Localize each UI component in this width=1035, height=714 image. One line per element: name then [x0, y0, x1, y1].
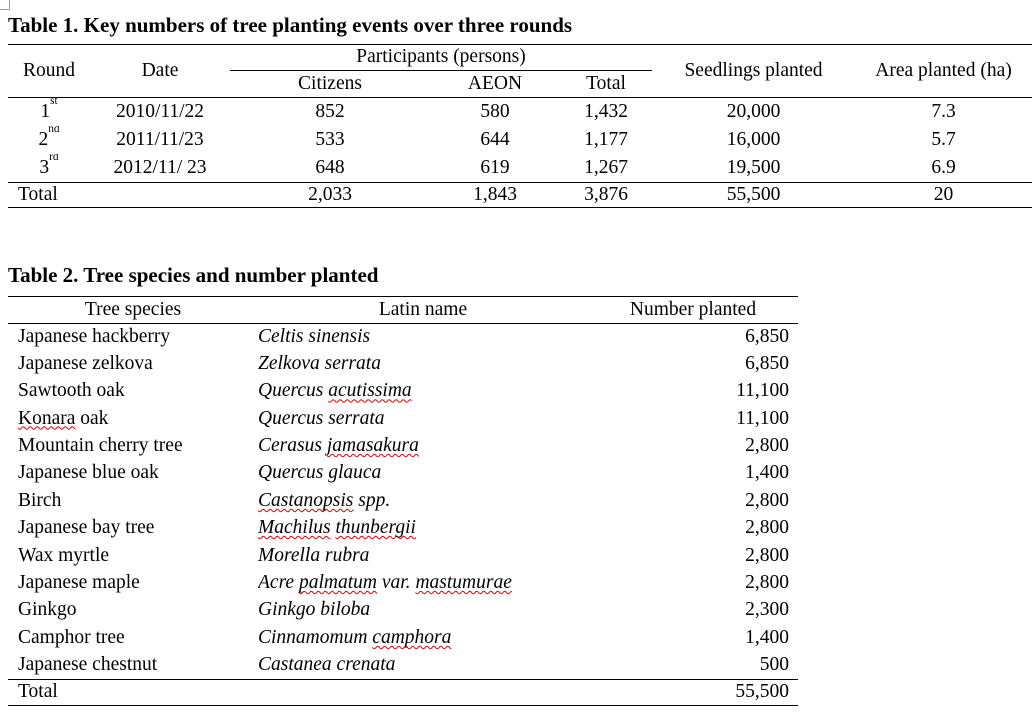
t1-seedlings-cell: 20,000: [726, 100, 781, 122]
t2-number-cell: 1,400: [745, 462, 789, 484]
latin-text: Quercus serrata: [258, 407, 385, 429]
misspelled-word: Konara: [18, 407, 76, 429]
latin-text: Quercus glauca: [258, 462, 382, 484]
t1-date-cell: 2012/11/ 23: [113, 156, 207, 178]
t1-area-cell: 6.9: [931, 156, 956, 178]
ordinal-suffix: st: [50, 97, 58, 108]
t1-aeon-cell: 619: [480, 156, 510, 178]
table1: [8, 44, 1032, 208]
t1-aeon-cell: 644: [480, 128, 510, 150]
latin-text: Ginkgo biloba: [258, 599, 371, 621]
t1-header-round: Round: [8, 45, 90, 98]
t2-latin-cell: [258, 378, 588, 405]
species-text: oak: [75, 407, 109, 429]
table1-title: Table 1. Key numbers of tree planting events over three rounds: [8, 13, 573, 37]
t1-round-cell: 3rd: [8, 154, 90, 182]
latin-text: Castanea crenata: [258, 653, 396, 675]
t1-area-cell: 7.3: [931, 100, 956, 122]
t2-species-cell: [8, 405, 258, 432]
t1-header-participants-group: Participants (persons): [230, 45, 652, 71]
t2-latin-cell: [258, 350, 588, 377]
t2-species-cell: [8, 624, 258, 651]
t2-latin-cell: [258, 570, 588, 597]
t2-latin-cell: [258, 624, 588, 651]
misspelled-word: Machilus: [258, 517, 331, 539]
t2-number-cell: 6,850: [745, 325, 789, 347]
table2-data-row: [8, 433, 798, 460]
misspelled-word: camphora: [372, 626, 452, 648]
t2-species-cell: [8, 487, 258, 514]
t2-number-cell: 1,400: [745, 626, 789, 648]
species-text: Ginkgo: [18, 599, 77, 621]
table1-data-row: [8, 126, 1032, 154]
t2-header-number: Number planted: [588, 297, 798, 324]
t2-number-cell: 11,100: [736, 380, 789, 402]
table2-data-row: [8, 323, 798, 350]
t1-total-aeon: 1,843: [430, 182, 560, 208]
table2-data-row: [8, 624, 798, 651]
t1-area-cell: 5.7: [931, 128, 956, 150]
latin-text: Cerasus: [258, 435, 327, 457]
species-text: Wax myrtle: [18, 544, 110, 566]
table2-data-row: [8, 378, 798, 405]
table-move-handle[interactable]: [0, 0, 10, 10]
table2-title: Table 2. Tree species and number planted: [8, 263, 379, 287]
table2-data-row: [8, 597, 798, 624]
t1-total-label: Total: [8, 182, 230, 208]
species-text: Japanese zelkova: [18, 352, 153, 374]
t2-species-cell: [8, 433, 258, 460]
table1-data-row: [8, 154, 1032, 182]
t2-latin-cell: [258, 433, 588, 460]
t2-latin-cell: [258, 515, 588, 542]
species-text: Mountain cherry tree: [18, 435, 183, 457]
t1-header-aeon: AEON: [430, 71, 560, 98]
t1-total-citizens: 2,033: [230, 182, 430, 208]
t1-total-cell: 1,267: [584, 156, 628, 178]
table2-data-row: [8, 405, 798, 432]
latin-text: Cinnamomum: [258, 626, 373, 648]
t1-date-cell: 2011/11/23: [116, 128, 204, 150]
t2-latin-cell: [258, 652, 588, 679]
t1-citizens-cell: 533: [315, 128, 345, 150]
ordinal-suffix: nd: [48, 125, 60, 135]
t2-number-cell: 2,800: [745, 572, 789, 593]
t2-number-cell: 2,800: [745, 544, 789, 566]
t1-total-area: 20: [855, 182, 1032, 208]
t1-seedlings-cell: 16,000: [726, 128, 781, 150]
t1-seedlings-cell: 19,500: [726, 156, 781, 178]
t2-number-cell: 500: [759, 653, 789, 675]
t2-latin-cell: [258, 597, 588, 624]
t2-latin-cell: [258, 460, 588, 487]
t2-total-number: 55,500: [588, 679, 798, 706]
t1-header-total: Total: [560, 71, 652, 98]
table2-data-row: [8, 652, 798, 679]
t2-latin-cell: [258, 487, 588, 514]
t2-number-cell: 11,100: [736, 407, 789, 429]
misspelled-word: Castanopsis: [258, 489, 354, 511]
t1-header-area: Area planted (ha): [855, 45, 1032, 98]
latin-text: Zelkova serrata: [258, 352, 381, 374]
t2-species-cell: [8, 378, 258, 405]
species-text: Japanese chestnut: [18, 653, 158, 675]
t1-citizens-cell: 852: [315, 100, 345, 122]
latin-text: Acre: [258, 572, 299, 593]
t1-round-cell: 2nd: [8, 126, 90, 154]
t1-header-seedlings: Seedlings planted: [652, 45, 855, 98]
table2-data-row: [8, 487, 798, 514]
misspelled-word: thunbergii: [335, 517, 416, 539]
latin-text: spp.: [353, 489, 391, 511]
latin-text: Celtis sinensis: [258, 325, 371, 347]
table1-total-row: [8, 182, 1032, 208]
t1-header-citizens: Citizens: [230, 71, 430, 98]
misspelled-word: jamasakura: [326, 435, 419, 457]
t2-species-cell: [8, 323, 258, 350]
species-text: Camphor tree: [18, 626, 125, 648]
t1-total-cell: 1,177: [584, 128, 628, 150]
t2-species-cell: [8, 597, 258, 624]
t2-number-cell: 2,800: [745, 517, 789, 539]
t2-latin-cell: [258, 542, 588, 569]
t1-total-total: 3,876: [560, 182, 652, 208]
species-text: Birch: [18, 489, 62, 511]
table2-data-row: [8, 515, 798, 542]
species-text: Japanese blue oak: [18, 462, 159, 484]
table2-data-row: [8, 350, 798, 377]
t2-species-cell: [8, 542, 258, 569]
t2-number-cell: 2,800: [745, 435, 789, 457]
t2-header-species: Tree species: [8, 297, 258, 324]
table2-total-row: [8, 679, 798, 706]
t1-aeon-cell: 580: [480, 100, 510, 122]
table1-data-row: [8, 98, 1032, 126]
t1-round-cell: 1st: [8, 98, 90, 126]
t2-header-latin: Latin name: [258, 297, 588, 324]
species-text: Japanese hackberry: [18, 325, 171, 347]
latin-text: var.: [376, 572, 416, 593]
t2-species-cell: [8, 515, 258, 542]
t1-header-date: Date: [90, 45, 230, 98]
t2-species-cell: [8, 350, 258, 377]
table2-data-row: [8, 570, 798, 597]
table2: [8, 296, 798, 706]
t1-total-seedlings: 55,500: [652, 182, 855, 208]
t1-total-cell: 1,432: [584, 100, 628, 122]
t2-total-label: Total: [8, 679, 588, 706]
latin-text: Morella rubra: [258, 544, 370, 566]
t2-latin-cell: [258, 323, 588, 350]
table2-data-row: [8, 542, 798, 569]
t2-number-cell: 2,800: [745, 489, 789, 511]
misspelled-word: mastumurae: [415, 572, 512, 593]
t1-citizens-cell: 648: [315, 156, 345, 178]
t2-number-cell: 6,850: [745, 352, 789, 374]
species-text: Sawtooth oak: [18, 380, 125, 402]
species-text: Japanese maple: [18, 572, 140, 593]
t1-date-cell: 2010/11/22: [115, 100, 205, 122]
t2-number-cell: 2,300: [745, 599, 789, 621]
misspelled-word: palmatum: [298, 572, 377, 593]
t2-species-cell: [8, 460, 258, 487]
t2-species-cell: [8, 652, 258, 679]
table2-data-row: [8, 460, 798, 487]
latin-text: Quercus: [258, 380, 329, 402]
misspelled-word: acutissima: [328, 380, 412, 402]
t2-latin-cell: [258, 405, 588, 432]
species-text: Japanese bay tree: [18, 517, 155, 539]
t2-species-cell: [8, 570, 258, 597]
ordinal-suffix: rd: [49, 153, 59, 163]
